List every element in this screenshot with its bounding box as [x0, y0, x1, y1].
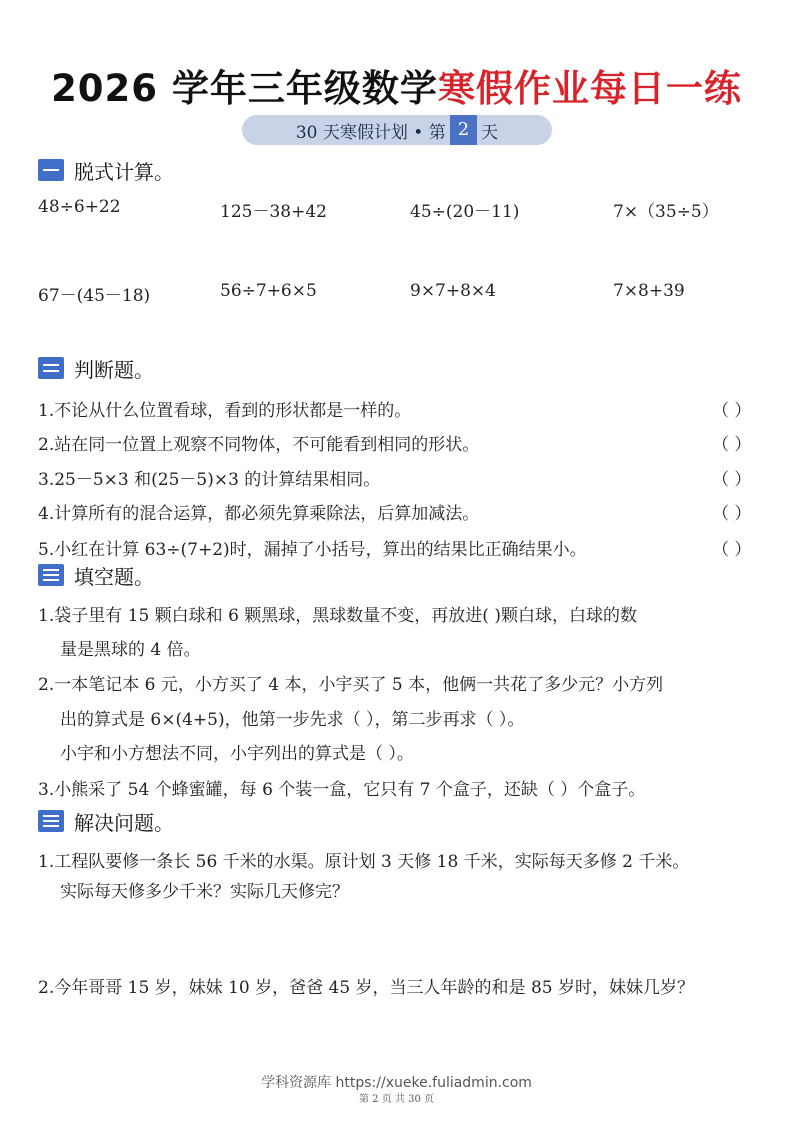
section-heading-calc — [38, 157, 174, 183]
judge-item: 1.不论从什么位置看球，看到的形状都是一样的。 — [38, 401, 412, 421]
judge-item: 4.计算所有的混合运算，都必须先算乘除法，后算加减法。 — [38, 504, 480, 524]
section-title: 填空题。 — [74, 564, 154, 589]
fill-question-line: 小宇和小方想法不同，小宇列出的算式是（ ）。 — [60, 744, 414, 764]
fill-question-line: 量是黑球的 4 倍。 — [60, 640, 201, 660]
answer-blank[interactable]: （ ） — [712, 401, 752, 421]
judge-item: 2.站在同一位置上观察不同物体，不可能看到相同的形状。 — [38, 435, 480, 455]
calc-item: 45÷(20－11) — [410, 202, 520, 222]
solve-question-line: 2.今年哥哥 15 岁，妹妹 10 岁，爸爸 45 岁，当三人年龄的和是 85 岁时，妹妹几岁？ — [38, 978, 694, 998]
title-main: 2026 学年三年级数学 — [51, 67, 438, 110]
footer-page-number: 第 2 页 共 30 页 — [359, 1094, 434, 1105]
section-heading-fill — [38, 562, 154, 588]
answer-blank[interactable]: （ ） — [712, 435, 752, 455]
calc-item: 48÷6+22 — [38, 197, 121, 217]
section-heading-solve — [38, 808, 174, 834]
section-four-icon — [38, 810, 64, 832]
section-one-icon — [38, 159, 64, 181]
fill-question-line: 出的算式是 6×(4+5)，他第一步先求（ ），第二步再求（ ）。 — [60, 710, 525, 730]
section-title: 判断题。 — [74, 357, 154, 382]
section-two-icon — [38, 357, 64, 379]
calc-item: 125－38+42 — [220, 202, 327, 222]
plan-prefix: 30 天寒假计划 • 第 — [295, 122, 446, 143]
section-title: 脱式计算。 — [74, 159, 174, 184]
title-highlight: 寒假作业每日一练 — [437, 67, 742, 110]
calc-item: 7×8+39 — [613, 281, 685, 301]
calc-item: 56÷7+6×5 — [220, 281, 317, 301]
answer-blank[interactable]: （ ） — [712, 470, 752, 490]
fill-question-line: 1.袋子里有 15 颗白球和 6 颗黑球，黑球数量不变，再放进( )颗白球，白球的数 — [38, 606, 637, 626]
calc-item: 7×（35÷5） — [613, 202, 719, 222]
calc-item: 9×7+8×4 — [410, 281, 496, 301]
section-heading-judge — [38, 355, 154, 381]
judge-item: 3.25－5×3 和(25－5)×3 的计算结果相同。 — [38, 470, 381, 490]
calc-item: 67－(45－18) — [38, 286, 151, 306]
section-three-icon — [38, 564, 64, 586]
plan-suffix: 天 — [481, 122, 499, 143]
answer-blank[interactable]: （ ） — [712, 504, 752, 524]
fill-question-line: 2.一本笔记本 6 元，小方买了 4 本，小宇买了 5 本，他俩一共花了多少元？小方列 — [38, 675, 664, 695]
fill-question-line: 3.小熊采了 54 个蜂蜜罐，每 6 个装一盒，它只有 7 个盒子，还缺（ ）个盒子。 — [38, 780, 646, 800]
solve-question-line: 实际每天修多少千米？实际几天修完？ — [60, 882, 349, 902]
page-title — [0, 58, 793, 112]
answer-blank[interactable]: （ ） — [712, 540, 752, 560]
section-title: 解决问题。 — [74, 810, 174, 835]
plan-day-number: 2 — [450, 115, 477, 145]
footer-site: 学科资源库 https://xueke.fuliadmin.com — [261, 1075, 532, 1091]
plan-banner — [242, 115, 552, 145]
solve-question-line: 1.工程队要修一条长 56 千米的水渠。原计划 3 天修 18 千米，实际每天多修 2 千米。 — [38, 852, 690, 872]
judge-item: 5.小红在计算 63÷(7+2)时，漏掉了小括号，算出的结果比正确结果小。 — [38, 540, 587, 560]
